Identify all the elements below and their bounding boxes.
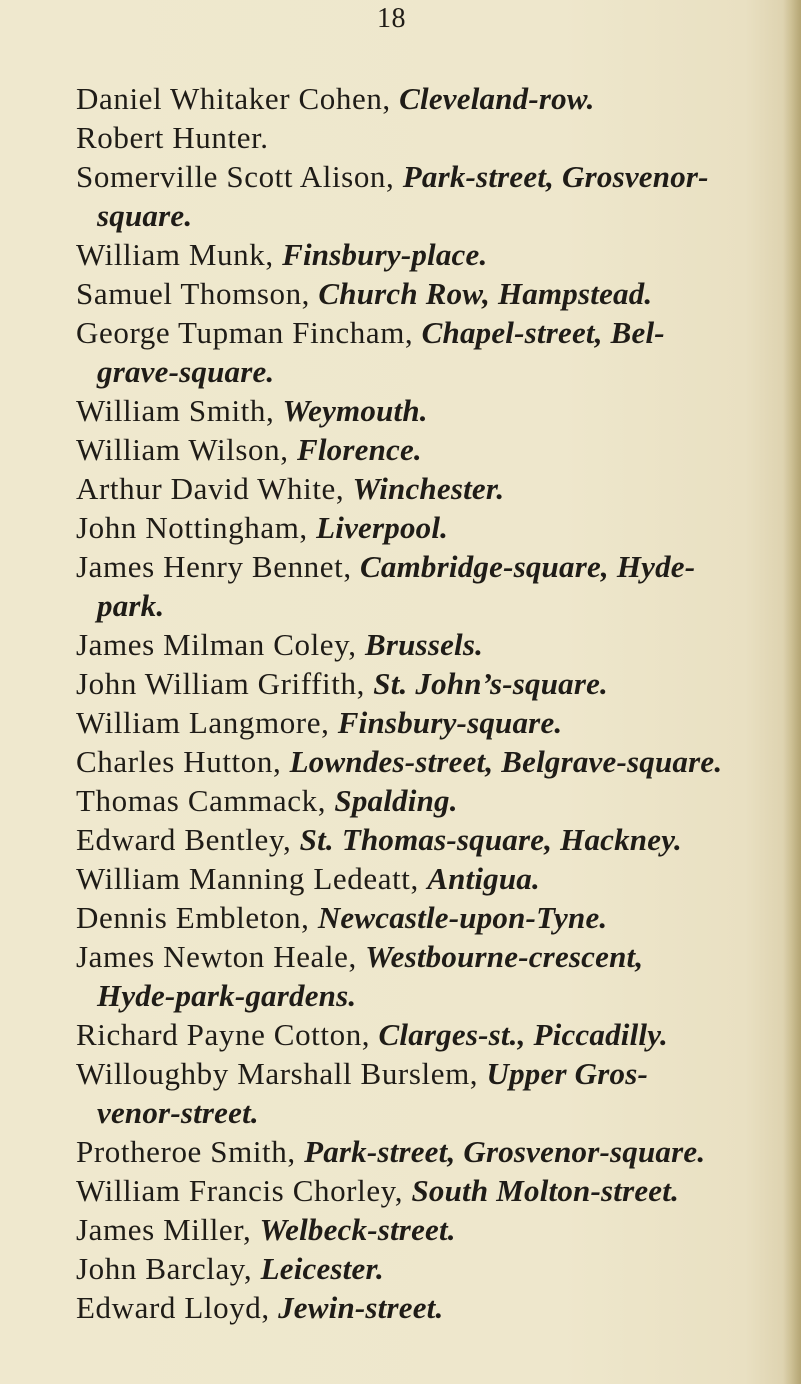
- member-name: Willoughby Marshall Burslem,: [76, 1056, 487, 1091]
- member-address: Florence.: [296, 432, 422, 467]
- list-item: [76, 1171, 776, 1210]
- member-address: Liverpool.: [316, 510, 449, 545]
- member-list: [76, 79, 776, 1327]
- member-address: Jewin-street.: [278, 1290, 444, 1325]
- member-address: Antigua.: [427, 861, 540, 896]
- page-edge-shadow: [783, 0, 801, 1384]
- member-address: Cambridge-square, Hyde-: [360, 549, 696, 584]
- list-item: [76, 1210, 776, 1249]
- member-address: Park-street, Grosvenor-square.: [304, 1134, 706, 1169]
- member-address: Lowndes-street, Belgrave-square.: [289, 744, 723, 779]
- member-name: William Manning Ledeatt,: [76, 861, 428, 896]
- member-name: James Milman Coley,: [76, 627, 365, 662]
- list-item: [76, 703, 776, 742]
- member-address: Park-street, Grosvenor-: [402, 159, 709, 194]
- list-item: [76, 898, 776, 937]
- member-address-continuation: square.: [97, 198, 193, 233]
- member-address: South Molton-street.: [411, 1173, 680, 1208]
- page-number: 18: [377, 3, 406, 34]
- member-address: Finsbury-square.: [337, 705, 563, 740]
- list-item: [76, 547, 776, 625]
- member-address: Spalding.: [334, 783, 458, 818]
- member-name: John Nottingham,: [76, 510, 317, 545]
- list-item: [76, 430, 776, 469]
- member-name: William Wilson,: [76, 432, 297, 467]
- member-name: Protheroe Smith,: [76, 1134, 305, 1169]
- member-address: Weymouth.: [282, 393, 428, 428]
- member-address: St. John’s-square.: [373, 666, 609, 701]
- list-item: [76, 469, 776, 508]
- member-address: Finsbury-place.: [282, 237, 488, 272]
- member-name: John Barclay,: [76, 1251, 261, 1286]
- list-item: [76, 742, 776, 781]
- member-address: Westbourne-crescent,: [365, 939, 644, 974]
- member-name: Dennis Embleton,: [76, 900, 318, 935]
- member-address: Newcastle-upon-Tyne.: [317, 900, 608, 935]
- list-item: [76, 1249, 776, 1288]
- member-name: Edward Lloyd,: [76, 1290, 279, 1325]
- list-item: [76, 274, 776, 313]
- member-name: James Miller,: [76, 1212, 260, 1247]
- member-address-continuation: park.: [97, 588, 165, 623]
- member-name: John William Griffith,: [76, 666, 374, 701]
- list-item: [76, 1288, 776, 1327]
- member-name: Daniel Whitaker Cohen,: [76, 81, 400, 116]
- list-item: [76, 781, 776, 820]
- member-name: Richard Payne Cotton,: [76, 1017, 379, 1052]
- member-name: Robert Hunter.: [76, 120, 269, 155]
- member-address: Upper Gros-: [486, 1056, 649, 1091]
- member-name: William Smith,: [76, 393, 283, 428]
- list-item: [76, 235, 776, 274]
- member-name: William Munk,: [76, 237, 283, 272]
- list-item: [76, 625, 776, 664]
- list-item: [76, 859, 776, 898]
- list-item: [76, 1015, 776, 1054]
- member-name: Somerville Scott Alison,: [76, 159, 403, 194]
- member-address: Brussels.: [364, 627, 484, 662]
- member-name: Samuel Thomson,: [76, 276, 319, 311]
- member-name: Charles Hutton,: [76, 744, 290, 779]
- member-address-continuation: Hyde-park-gardens.: [97, 978, 357, 1013]
- member-name: Thomas Cammack,: [76, 783, 335, 818]
- list-item: [76, 118, 776, 157]
- member-address: Leicester.: [260, 1251, 384, 1286]
- member-address-continuation: grave-square.: [97, 354, 275, 389]
- member-name: Arthur David White,: [76, 471, 353, 506]
- member-name: William Francis Chorley,: [76, 1173, 412, 1208]
- member-address: Winchester.: [352, 471, 505, 506]
- list-item: [76, 79, 776, 118]
- list-item: [76, 1132, 776, 1171]
- list-item: [76, 391, 776, 430]
- member-address: Chapel-street, Bel-: [421, 315, 665, 350]
- member-name: James Henry Bennet,: [76, 549, 361, 584]
- member-address: Cleveland-row.: [399, 81, 595, 116]
- member-address: Welbeck-street.: [259, 1212, 456, 1247]
- list-item: [76, 157, 776, 235]
- member-address: Church Row, Hampstead.: [318, 276, 653, 311]
- list-item: [76, 508, 776, 547]
- member-name: Edward Bentley,: [76, 822, 300, 857]
- list-item: [76, 313, 776, 391]
- list-item: [76, 820, 776, 859]
- member-name: William Langmore,: [76, 705, 338, 740]
- member-name: James Newton Heale,: [76, 939, 366, 974]
- list-item: [76, 664, 776, 703]
- member-address: St. Thomas-square, Hackney.: [299, 822, 682, 857]
- member-address: Clarges-st., Piccadilly.: [378, 1017, 668, 1052]
- member-name: George Tupman Fincham,: [76, 315, 422, 350]
- list-item: [76, 1054, 776, 1132]
- list-item: [76, 937, 776, 1015]
- member-address-continuation: venor-street.: [97, 1095, 259, 1130]
